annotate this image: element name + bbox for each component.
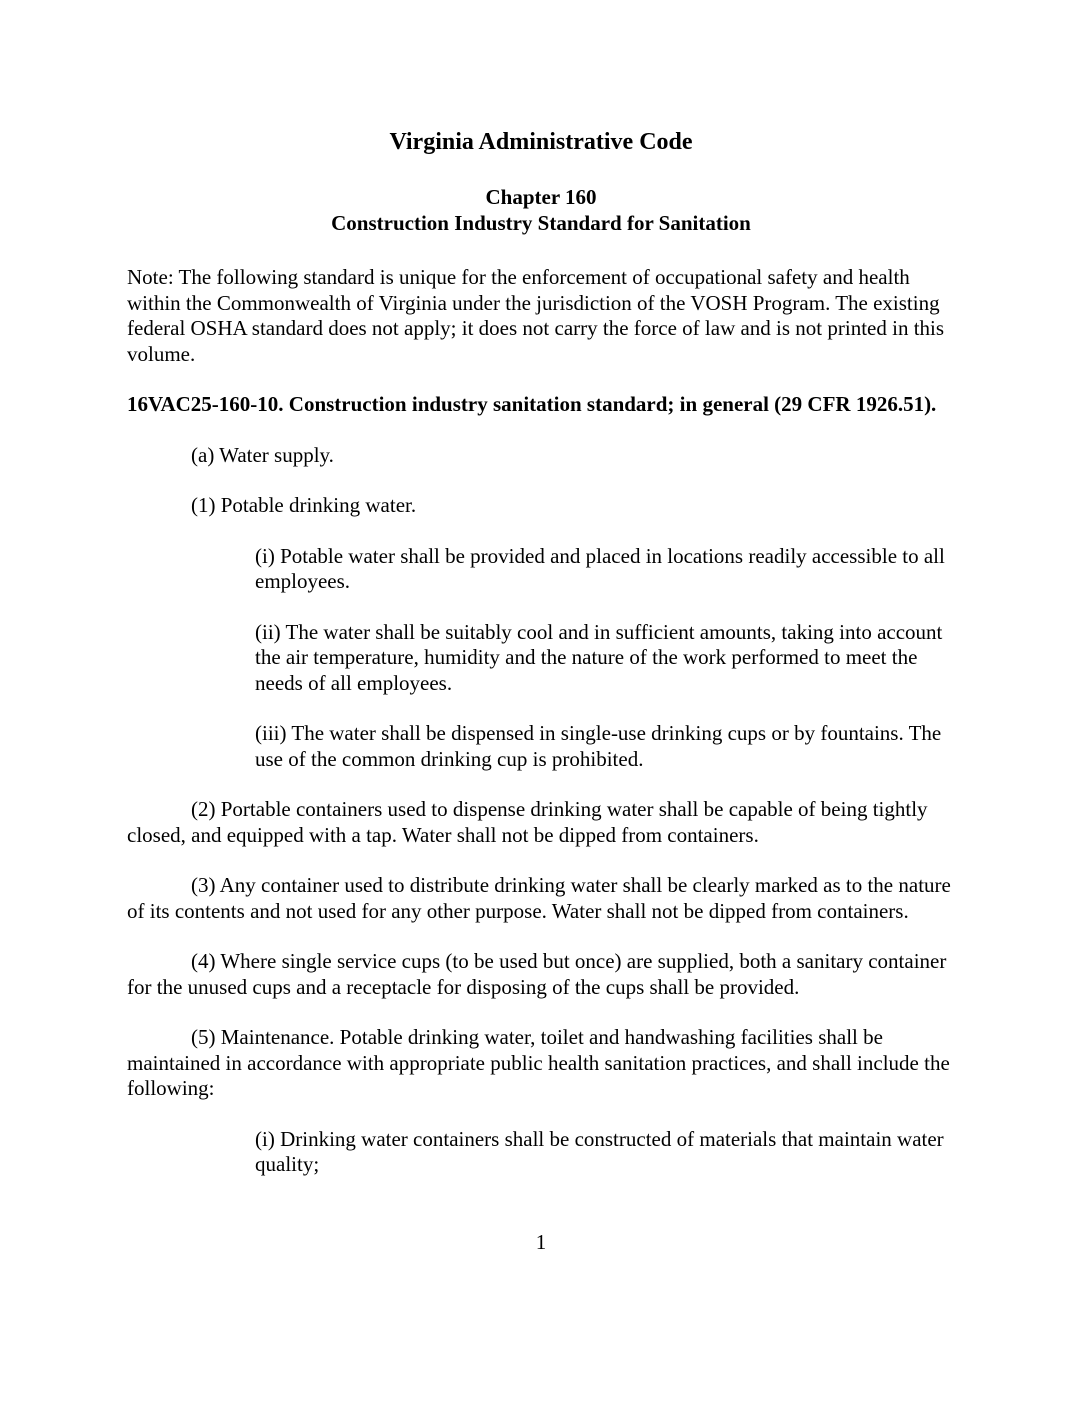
paragraph: (2) Portable containers used to dispense drinking water shall be capable of being tightly closed, and equipped with a tap. Water shall not be dipped from containers.	[127, 797, 928, 847]
paragraph: (iii) The water shall be dispensed in single-use drinking cups or by fountains. The use of the common drinking cup is prohibited.	[255, 721, 942, 771]
paragraph: (ii) The water shall be suitably cool and in sufficient amounts, taking into account the air temperature, humidity and the nature of the work performed to meet the needs of all employees.	[255, 619, 943, 695]
chapter-heading	[127, 185, 955, 236]
note-paragraph: Note: The following standard is unique for the enforcement of occupational safety and health within the Commonwealth of Virginia under the jurisdiction of the VOSH Program. The existing federal OSHA standard does not apply; it does not carry the force of law and is not printed in this volume.	[127, 265, 945, 366]
section-heading: 16VAC25-160-10. Construction industry sanitation standard; in general (29 CFR 1926.51).	[127, 392, 937, 416]
paragraph: (a) Water supply.	[191, 442, 334, 467]
paragraph: (i) Potable water shall be provided and placed in locations readily accessible to all employees.	[255, 543, 945, 593]
paragraph: (3) Any container used to distribute drinking water shall be clearly marked as to the nature of its contents and not used for any other purpose. Water shall not be dipped from containers.	[127, 873, 951, 923]
page-number: 1	[535, 1229, 547, 1254]
chapter-number: Chapter 160	[485, 185, 597, 209]
paragraph: (4) Where single service cups (to be used but once) are supplied, both a sanitary container for the unused cups and a receptacle for disposing of the cups shall be provided.	[127, 949, 947, 999]
document-title: Virginia Administrative Code	[389, 129, 693, 155]
paragraph: (i) Drinking water containers shall be constructed of materials that maintain water quality;	[255, 1126, 944, 1176]
paragraph: (5) Maintenance. Potable drinking water, toilet and handwashing facilities shall be maintained in accordance with appropriate public health sanitation practices, and shall include the following:	[127, 1025, 950, 1100]
paragraph: (1) Potable drinking water.	[191, 493, 417, 517]
chapter-title: Construction Industry Standard for Sanitation	[331, 210, 751, 235]
body-paragraphs	[127, 443, 955, 1178]
